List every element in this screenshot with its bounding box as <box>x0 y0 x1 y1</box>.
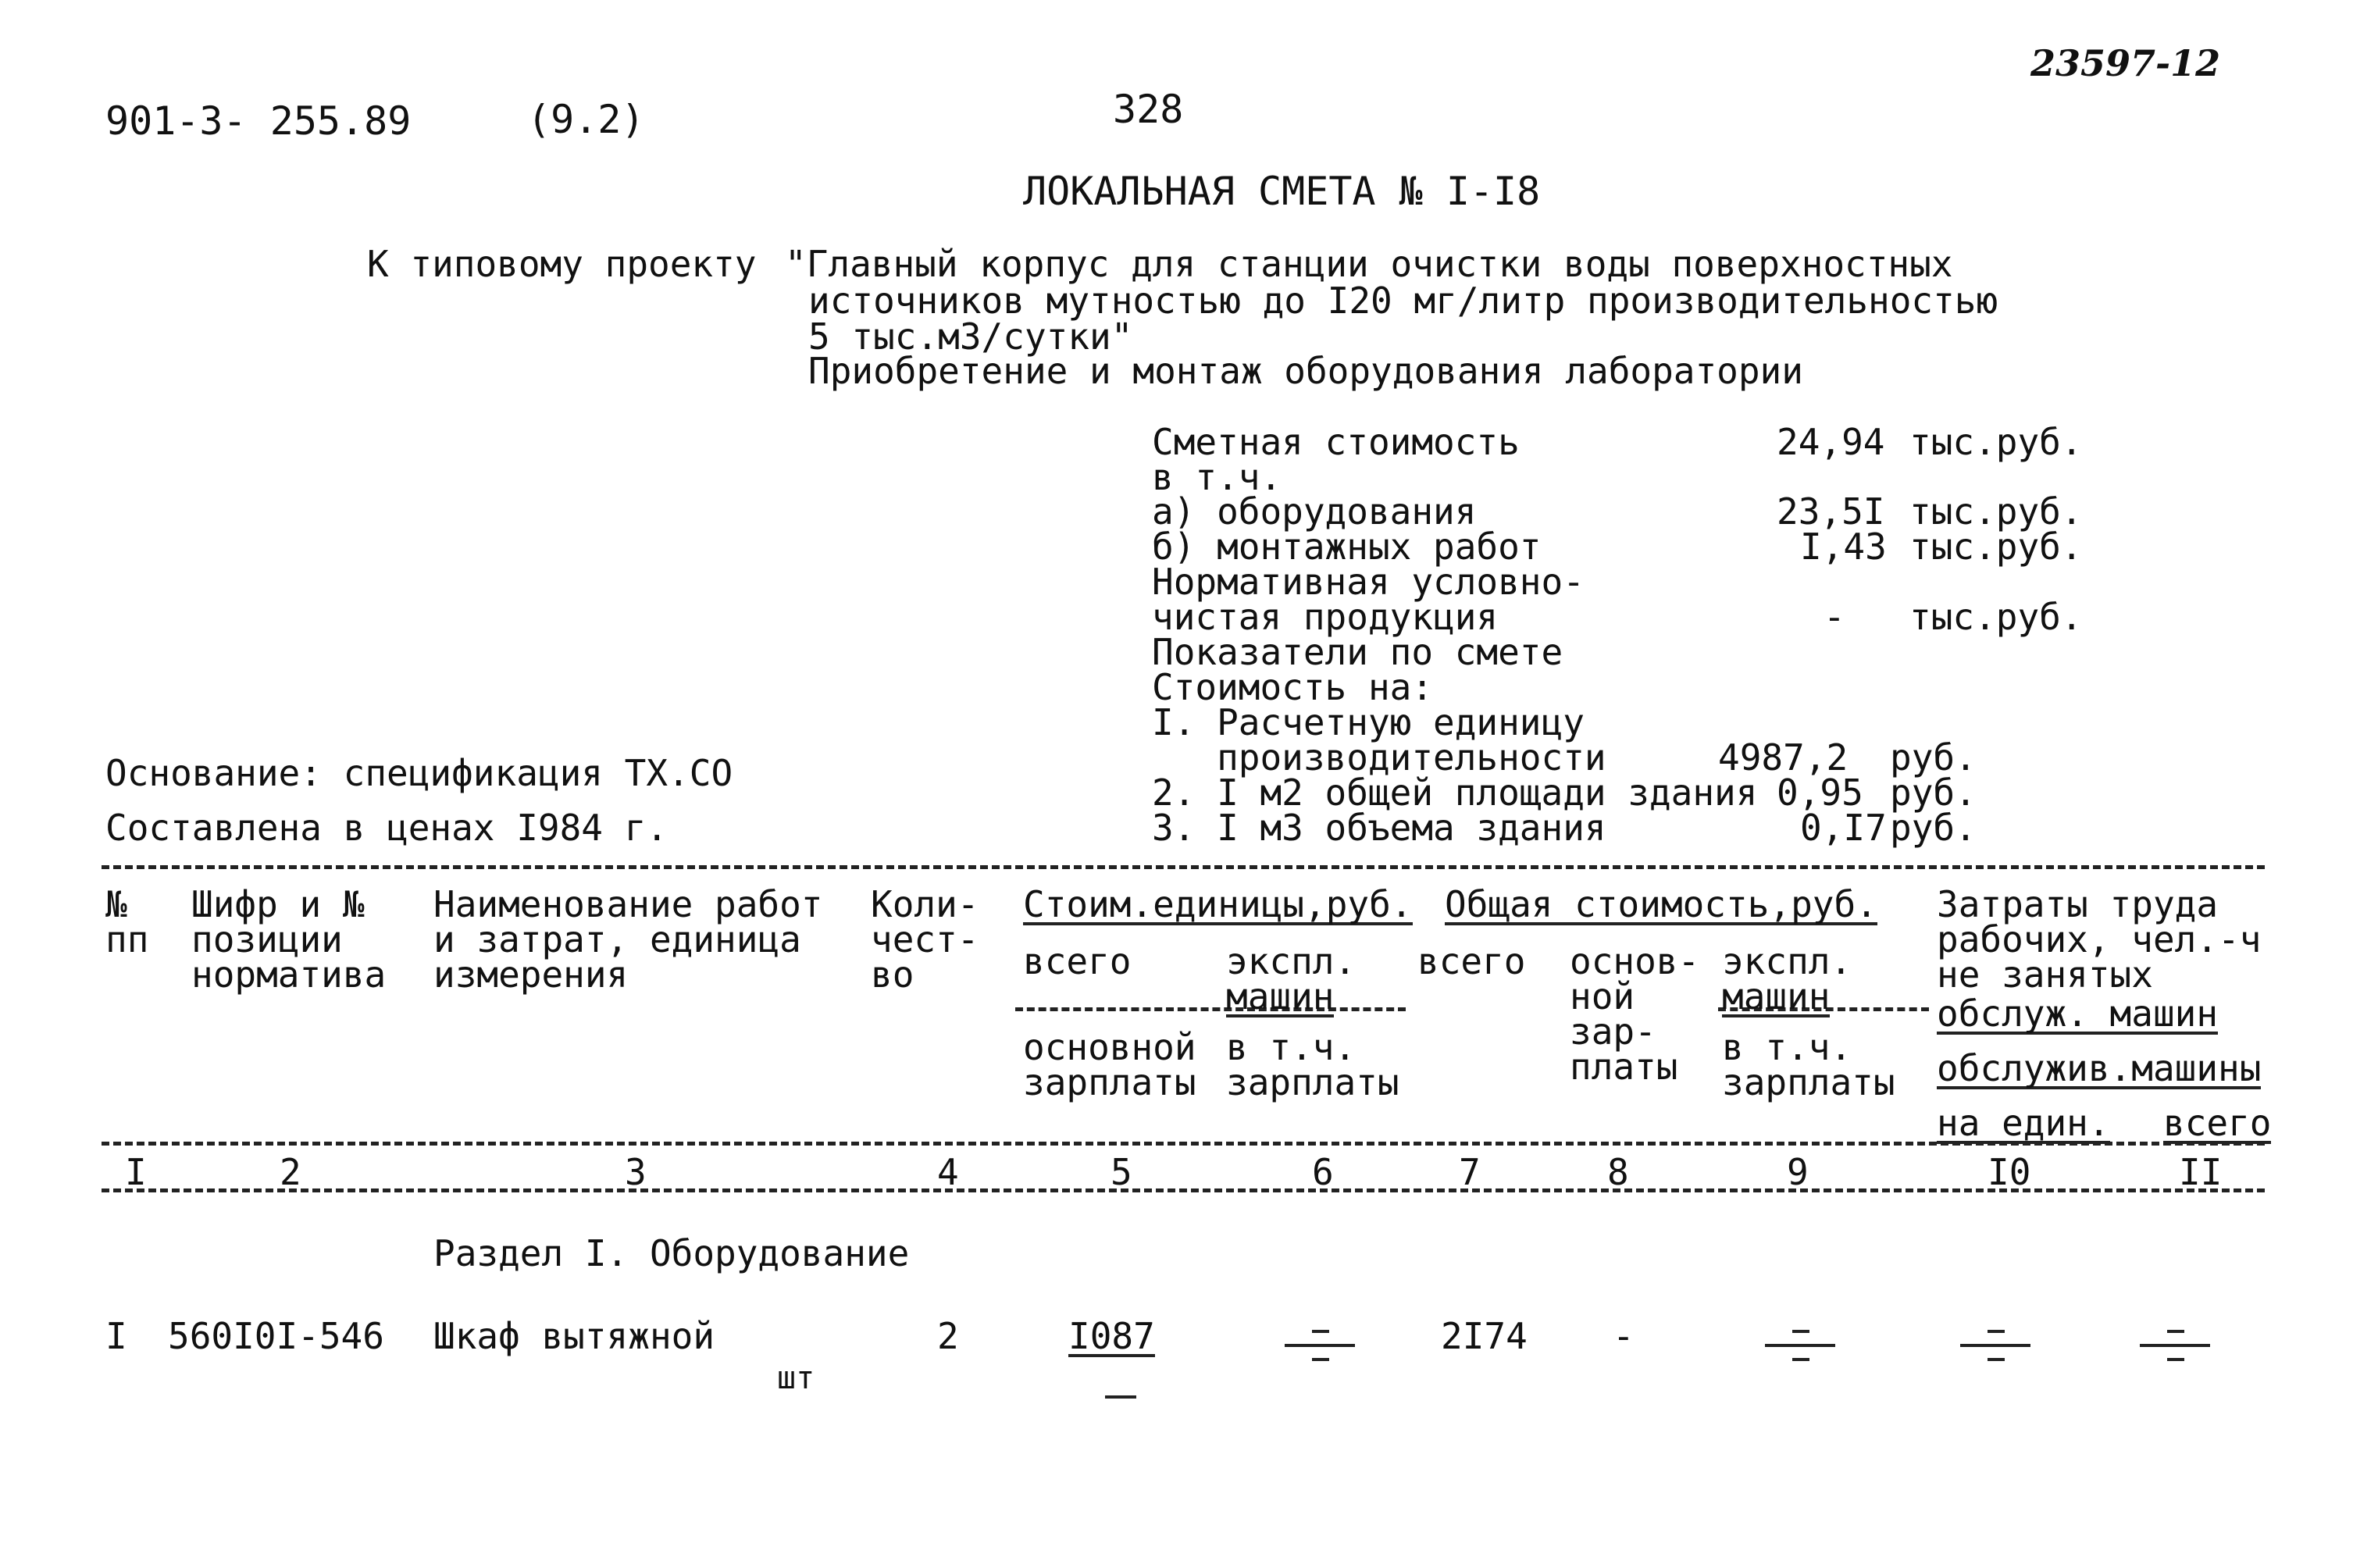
prices-text: Составлена в ценах I984 г. <box>105 807 668 849</box>
unit-cost-subseparator <box>1015 1007 1406 1011</box>
cost-value: - <box>1824 596 1845 638</box>
header-labor-sub2: обслужив.машины <box>1937 1047 2262 1089</box>
page-number: 328 <box>1113 87 1184 132</box>
header-qty: чест- <box>871 918 979 960</box>
header-c9-top: экспл. <box>1722 940 1852 982</box>
cost-label: б) монтажных работ <box>1152 526 1542 568</box>
header-code: позиции <box>191 918 343 960</box>
cost-label: 2. I м2 общей площади здания <box>1152 772 1758 814</box>
cost-label: чистая продукция <box>1152 596 1499 638</box>
column-number: 9 <box>1787 1151 1809 1193</box>
row-unit: шт <box>777 1360 815 1396</box>
cost-value: 0,95 <box>1777 772 1863 814</box>
document-title: ЛОКАЛЬНАЯ СМЕТА № I-I8 <box>1023 169 1541 214</box>
header-c5-bottom: основной <box>1023 1026 1196 1068</box>
cost-unit: руб. <box>1890 736 1977 779</box>
empty-fraction-total-machines <box>1765 1324 1835 1370</box>
column-number: 6 <box>1312 1151 1334 1193</box>
cost-label: Показатели по смете <box>1152 631 1563 673</box>
row-qty: 2 <box>937 1315 959 1357</box>
project-line-1: "Главный корпус для станции очистки воды поверхностных <box>785 243 1953 285</box>
empty-fraction-labor-unit <box>1960 1324 2030 1370</box>
cost-value: 24,94 <box>1777 421 1885 463</box>
column-number: I0 <box>1988 1151 2031 1193</box>
empty-fraction-labor-total <box>2140 1324 2210 1370</box>
cost-value: 0,I7 <box>1800 807 1887 849</box>
header-c5-top: всего <box>1023 940 1132 982</box>
header-labor: не занятых <box>1937 953 2153 996</box>
header-code: норматива <box>191 953 387 996</box>
project-line-3: 5 тыс.м3/сутки" <box>808 315 1133 358</box>
header-qty: во <box>871 953 914 996</box>
header-total-cost-group: Общая стоимость,руб. <box>1445 883 1877 925</box>
row-total: 2I74 <box>1441 1315 1528 1357</box>
header-code: Шифр и № <box>191 883 365 925</box>
header-labor: Затраты труда <box>1937 883 2219 925</box>
row-code: 560I0I-546 <box>168 1315 384 1357</box>
header-c5-bottom: зарплаты <box>1023 1061 1196 1103</box>
column-number: 7 <box>1459 1151 1481 1193</box>
header-name: измерения <box>433 953 629 996</box>
table-top-separator <box>102 865 2265 869</box>
project-line-2: источников мутностью до I20 мг/литр производительностью <box>808 280 1998 322</box>
header-c8: зар- <box>1570 1010 1656 1053</box>
empty-fraction-machines <box>1285 1324 1355 1370</box>
header-number: пп <box>105 918 149 960</box>
cost-value: 4987,2 <box>1718 736 1849 779</box>
column-number-separator <box>102 1188 2265 1192</box>
handwritten-document-number: 23597-12 <box>2030 42 2221 84</box>
row-name: Шкаф вытяжной <box>433 1315 715 1357</box>
cost-label: Сметная стоимость <box>1152 421 1520 463</box>
header-c9-bottom: в т.ч. <box>1722 1026 1852 1068</box>
cost-value: 23,5I <box>1777 490 1885 533</box>
header-c8: ной <box>1570 975 1635 1017</box>
cost-label: а) оборудования <box>1152 490 1477 533</box>
header-c9-bottom: зарплаты <box>1722 1061 1895 1103</box>
header-labor-sub1: обслуж. машин <box>1937 992 2219 1035</box>
row-unit-cost: I087 <box>1068 1315 1155 1357</box>
cost-label: Нормативная условно- <box>1152 561 1585 603</box>
column-number: 3 <box>625 1151 647 1193</box>
header-qty: Коли- <box>871 883 979 925</box>
header-c6-top: машин <box>1226 975 1335 1017</box>
column-number: II <box>2179 1151 2223 1193</box>
row-unit-wage-dash <box>1105 1368 1136 1404</box>
row-number: I <box>105 1315 127 1357</box>
header-number: № <box>105 883 127 925</box>
row-base-wage: - <box>1613 1315 1635 1357</box>
header-c6-top: экспл. <box>1226 940 1357 982</box>
header-c9-top: машин <box>1722 975 1831 1017</box>
header-c8: основ- <box>1570 940 1700 982</box>
column-number: I <box>125 1151 147 1193</box>
column-number: 2 <box>280 1151 301 1193</box>
cost-label: в т.ч. <box>1152 456 1282 498</box>
basis-text: Основание: спецификация ТХ.СО <box>105 752 733 794</box>
column-number: 8 <box>1607 1151 1629 1193</box>
header-unit-cost-group: Стоим.единицы,руб. <box>1023 883 1413 925</box>
cost-label: Стоимость на: <box>1152 666 1434 708</box>
cost-label: I. Расчетную единицу <box>1152 701 1585 743</box>
header-c6-bottom: зарплаты <box>1226 1061 1399 1103</box>
header-c8: платы <box>1570 1046 1678 1088</box>
cost-value: I,43 <box>1800 526 1887 568</box>
project-line-4: Приобретение и монтаж оборудования лаборатории <box>808 350 1803 392</box>
cost-label: производительности <box>1152 736 1606 779</box>
header-labor-sub3b: всего <box>2163 1102 2272 1144</box>
column-number: 5 <box>1111 1151 1132 1193</box>
header-c7: всего <box>1417 940 1526 982</box>
header-labor-sub3a: на един. <box>1937 1102 2110 1144</box>
cost-unit: тыс.руб. <box>1909 421 2083 463</box>
cost-unit: тыс.руб. <box>1909 490 2083 533</box>
header-name: и затрат, единица <box>433 918 801 960</box>
project-prefix: К типовому проекту <box>367 243 757 285</box>
cost-unit: тыс.руб. <box>1909 596 2083 638</box>
column-number: 4 <box>937 1151 959 1193</box>
sheet-reference: (9.2) <box>527 97 645 142</box>
document-code: 901-3- 255.89 <box>105 98 412 144</box>
section-title: Раздел I. Оборудование <box>433 1232 910 1274</box>
header-c6-bottom: в т.ч. <box>1226 1026 1357 1068</box>
header-name: Наименование работ <box>433 883 823 925</box>
cost-unit: руб. <box>1890 772 1977 814</box>
header-labor: рабочих, чел.-ч <box>1937 918 2262 960</box>
cost-unit: тыс.руб. <box>1909 526 2083 568</box>
cost-label: 3. I м3 объема здания <box>1152 807 1606 849</box>
cost-unit: руб. <box>1890 807 1977 849</box>
